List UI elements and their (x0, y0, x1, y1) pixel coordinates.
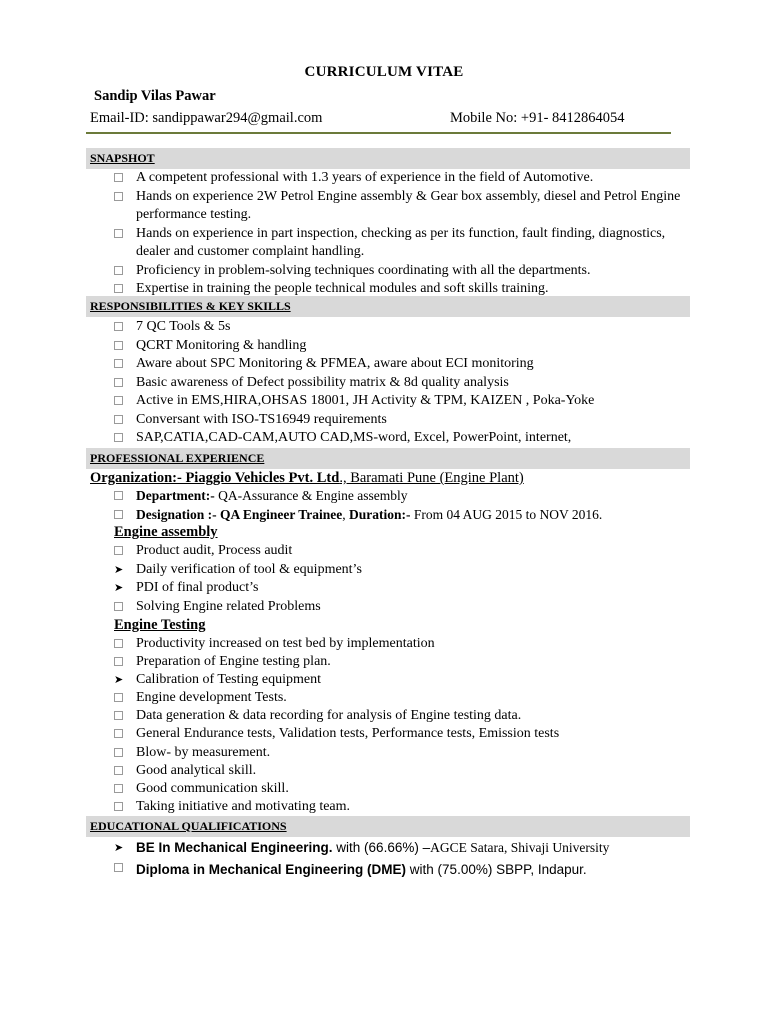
list-item: Conversant with ISO-TS16949 requirements (114, 411, 689, 430)
checkbox-bullet-icon (114, 415, 123, 424)
checkbox-bullet-icon (114, 192, 123, 201)
degree-title: Diploma in Mechanical Engineering (DME) (136, 862, 407, 877)
role-details (114, 487, 689, 524)
checkbox-bullet-icon (114, 863, 123, 872)
section-header-snapshot (86, 148, 690, 169)
mobile-number: Mobile No: +91- 8412864054 (450, 110, 625, 126)
list-item: General Endurance tests, Validation tests, Performance tests, Emission tests (114, 725, 689, 743)
checkbox-bullet-icon (114, 784, 123, 793)
checkbox-bullet-icon (114, 322, 123, 331)
list-item: 7 QC Tools & 5s (114, 318, 689, 337)
list-item: Good analytical skill. (114, 762, 689, 780)
arrow-bullet-icon: ➤ (114, 563, 124, 576)
checkbox-bullet-icon (114, 341, 123, 350)
checkbox-bullet-icon (114, 433, 123, 442)
section-title: EDUCATIONAL QUALIFICATIONS (90, 819, 287, 833)
checkbox-bullet-icon (114, 657, 123, 666)
list-item: Engine development Tests. (114, 689, 689, 707)
list-item: Aware about SPC Monitoring & PFMEA, aware about ECI monitoring (114, 355, 689, 374)
list-item: Hands on experience 2W Petrol Engine assembly & Gear box assembly, diesel and Petrol Engine performance testing. (114, 188, 689, 225)
list-item: SAP,CATIA,CAD-CAM,AUTO CAD,MS-word, Excel, PowerPoint, internet, (114, 429, 689, 448)
organization-location: ., Baramati Pune (Engine Plant) (339, 470, 524, 486)
checkbox-bullet-icon (114, 802, 123, 811)
list-item: Product audit, Process audit (114, 542, 689, 561)
arrow-bullet-icon: ➤ (114, 674, 124, 687)
checkbox-bullet-icon (114, 729, 123, 738)
list-item: Taking initiative and motivating team. (114, 798, 689, 816)
section-header-experience (86, 448, 690, 469)
arrow-bullet-icon: ➤ (114, 842, 124, 854)
list-item: Data generation & data recording for analysis of Engine testing data. (114, 707, 689, 725)
list-item: Expertise in training the people technical modules and soft skills training. (114, 280, 689, 299)
section-header-skills (86, 296, 690, 317)
list-item: ➤ Daily verification of tool & equipment’s (114, 561, 689, 580)
list-item: ➤ Calibration of Testing equipment (114, 671, 689, 689)
list-item: Hands on experience in part inspection, checking as per its function, fault finding, diagnostics, dealer and customer complaint handling. (114, 225, 689, 262)
checkbox-bullet-icon (114, 396, 123, 405)
header-divider (86, 132, 671, 134)
checkbox-bullet-icon (114, 359, 123, 368)
engine-testing-list (114, 635, 689, 816)
section-title: SNAPSHOT (90, 151, 155, 165)
degree-title: BE In Mechanical Engineering. (136, 840, 333, 855)
contact-row (90, 110, 670, 127)
list-item: Preparation of Engine testing plan. (114, 653, 689, 671)
list-item: Department:- QA-Assurance & Engine assembly (114, 487, 689, 506)
list-item: Active in EMS,HIRA,OHSAS 18001, JH Activity & TPM, KAIZEN , Poka-Yoke (114, 392, 689, 411)
skills-list (114, 318, 689, 448)
section-header-education (86, 816, 690, 837)
list-item: Basic awareness of Defect possibility matrix & 8d quality analysis (114, 374, 689, 393)
subheading-engine-testing: Engine Testing (114, 617, 206, 633)
checkbox-bullet-icon (114, 378, 123, 387)
engine-assembly-list (114, 542, 689, 616)
checkbox-bullet-icon (114, 766, 123, 775)
list-item: Diploma in Mechanical Engineering (DME) with (75.00%) SBPP, Indapur. (114, 859, 689, 881)
checkbox-bullet-icon (114, 510, 123, 519)
list-item: Good communication skill. (114, 780, 689, 798)
organization-line (90, 470, 524, 487)
checkbox-bullet-icon (114, 173, 123, 182)
checkbox-bullet-icon (114, 693, 123, 702)
arrow-bullet-icon: ➤ (114, 582, 124, 594)
checkbox-bullet-icon (114, 266, 123, 275)
checkbox-bullet-icon (114, 602, 123, 611)
snapshot-list (114, 169, 689, 299)
list-item: QCRT Monitoring & handling (114, 337, 689, 356)
list-item: Productivity increased on test bed by implementation (114, 635, 689, 653)
list-item: ➤ PDI of final product’s (114, 579, 689, 598)
checkbox-bullet-icon (114, 639, 123, 648)
list-item: Blow- by measurement. (114, 744, 689, 762)
candidate-name: Sandip Vilas Pawar (94, 88, 216, 104)
document-title: CURRICULUM VITAE (304, 64, 464, 80)
subheading-engine-assembly: Engine assembly (114, 524, 218, 540)
email: Email-ID: sandippawar294@gmail.com (90, 110, 323, 126)
checkbox-bullet-icon (114, 229, 123, 238)
checkbox-bullet-icon (114, 711, 123, 720)
list-item: ➤ BE In Mechanical Engineering. with (66.66%) –AGCE Satara, Shivaji University (114, 837, 689, 859)
checkbox-bullet-icon (114, 748, 123, 757)
section-title: PROFESSIONAL EXPERIENCE (90, 451, 265, 465)
section-title: RESPONSIBILITIES & KEY SKILLS (90, 299, 291, 313)
organization-name: Organization:- Piaggio Vehicles Pvt. Ltd (90, 470, 340, 486)
checkbox-bullet-icon (114, 491, 123, 500)
checkbox-bullet-icon (114, 546, 123, 555)
list-item: A competent professional with 1.3 years of experience in the field of Automotive. (114, 169, 689, 188)
list-item: Designation :- QA Engineer Trainee, Duration:- From 04 AUG 2015 to NOV 2016. (114, 506, 689, 525)
list-item: Solving Engine related Problems (114, 598, 689, 617)
list-item: Proficiency in problem-solving techniques coordinating with all the departments. (114, 262, 689, 281)
education-list (114, 837, 689, 881)
checkbox-bullet-icon (114, 284, 123, 293)
